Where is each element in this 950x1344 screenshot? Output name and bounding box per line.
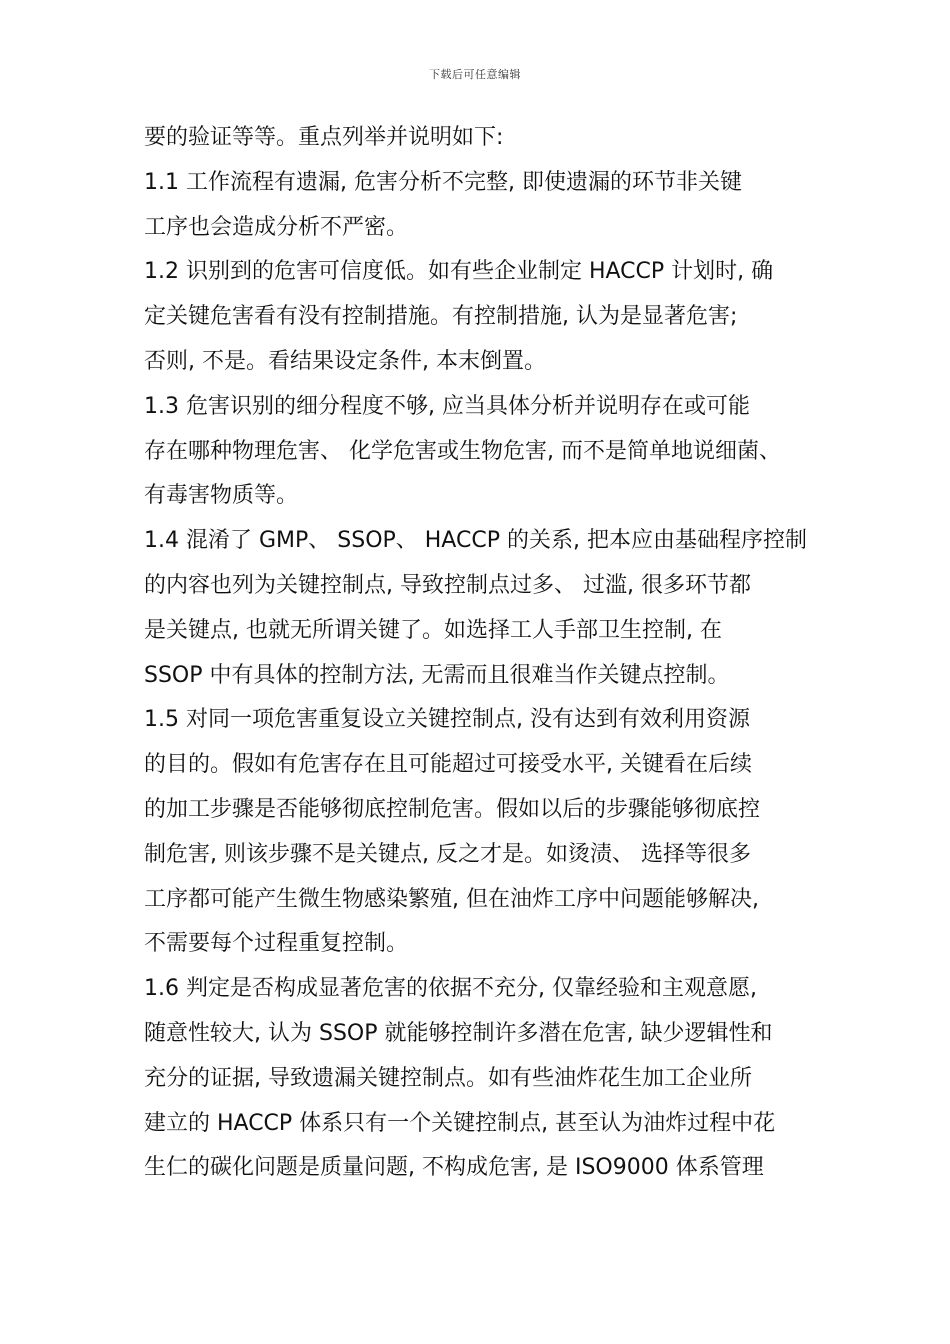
text-line: 要的验证等等。重点列举并说明如下:	[144, 125, 504, 150]
text-line: SSOP 中有具体的控制方法, 无需而且很难当作关键点控制。	[144, 662, 730, 688]
text-line: 的加工步骤是否能够彻底控制危害。假如以后的步骤能够彻底控	[144, 796, 761, 822]
text-line: 工序也会造成分析不严密。	[144, 214, 409, 240]
text-line: 是关键点, 也就无所谓关键了。如选择工人手部卫生控制, 在	[144, 617, 722, 643]
page-header: 下载后可任意编辑	[429, 68, 521, 81]
text-line: 1.5 对同一项危害重复设立关键控制点, 没有达到有效利用资源	[144, 707, 750, 733]
text-line: 随意性较大, 认为 SSOP 就能够控制许多潜在危害, 缺少逻辑性和	[144, 1020, 773, 1046]
document-body	[144, 116, 824, 1191]
text-line: 1.6 判定是否构成显著危害的依据不充分, 仅靠经验和主观意愿,	[144, 976, 757, 1002]
text-line: 1.2 识别到的危害可信度低。如有些企业制定 HACCP 计划时, 确	[144, 259, 774, 285]
text-line: 的内容也列为关键控制点, 导致控制点过多、 过滥, 很多环节都	[144, 572, 751, 598]
text-line: 否则, 不是。看结果设定条件, 本末倒置。	[144, 348, 546, 374]
text-line: 有毒害物质等。	[144, 483, 299, 509]
text-line: 生仁的碳化问题是质量问题, 不构成危害, 是 ISO9000 体系管理	[144, 1155, 764, 1181]
text-line: 充分的证据, 导致遗漏关键控制点。如有些油炸花生加工企业所	[144, 1065, 752, 1091]
text-line: 不需要每个过程重复控制。	[144, 931, 409, 957]
text-line: 1.3 危害识别的细分程度不够, 应当具体分析并说明存在或可能	[144, 393, 750, 419]
text-line: 工序都可能产生微生物感染繁殖, 但在油炸工序中问题能够解决,	[144, 886, 759, 912]
text-line: 1.4 混淆了 GMP、 SSOP、 HACCP 的关系, 把本应由基础程序控制	[144, 528, 807, 554]
text-line: 制危害, 则该步骤不是关键点, 反之才是。如烫渍、 选择等很多	[144, 841, 751, 867]
text-line: 存在哪种物理危害、 化学危害或生物危害, 而不是简单地说细菌、	[144, 438, 781, 464]
text-line: 定关键危害看有没有控制措施。有控制措施, 认为是显著危害;	[144, 304, 738, 330]
text-line: 建立的 HACCP 体系只有一个关键控制点, 甚至认为油炸过程中花	[144, 1110, 776, 1136]
text-line: 1.1 工作流程有遗漏, 危害分析不完整, 即使遗漏的环节非关键	[144, 169, 742, 195]
text-line: 的目的。假如有危害存在且可能超过可接受水平, 关键看在后续	[144, 752, 752, 778]
